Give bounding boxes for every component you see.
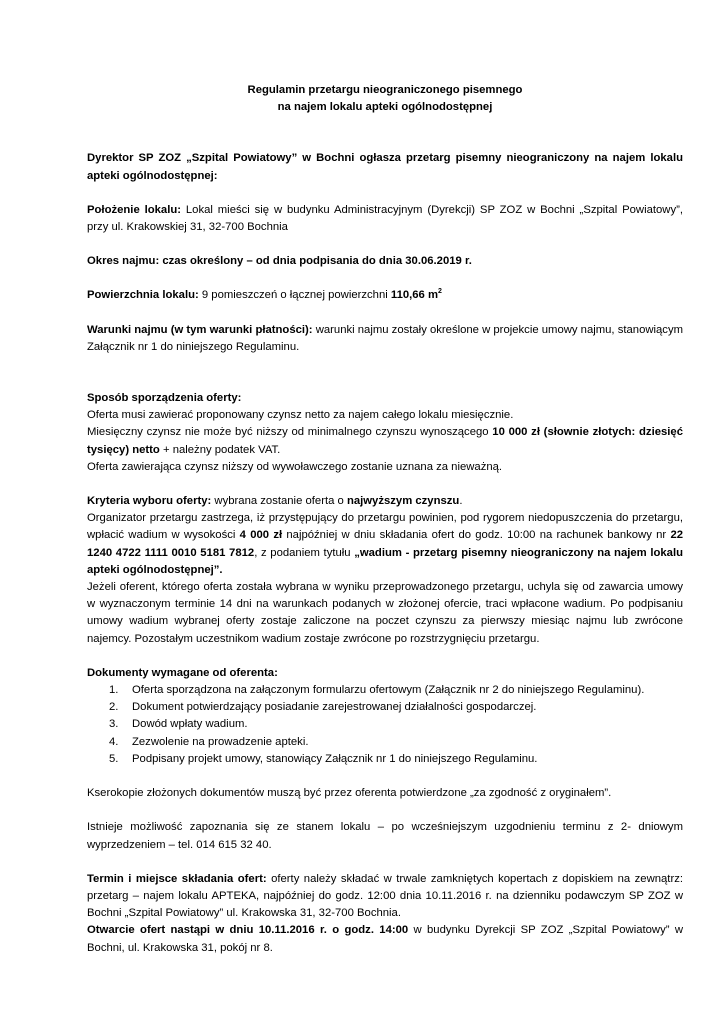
opening-label: Otwarcie ofert nastąpi w dniu 10.11.2016 r. o godz. 14:00: [87, 924, 409, 937]
criteria-section: Kryteria wyboru oferty: wybrana zostanie oferta o najwyższym czynszu. Organizator przetargu zastrzega, iż przystępujący do przetargu powinien, pod rygorem niedopuszczenia do przetargu, wpłacić wadium w wysokości 4 000 zł najpóźniej w dniu składania ofert do godz. 10:00 na rachunek bankowy nr 22 1240 4722 1111 0010 5181 7812, z podaniem tytułu „wadium - przetarg pisemny nieograniczony na najem lokalu apteki ogólnodostępnej”. Jeżeli oferent, którego oferta została wybrana w wyniku przeprowadzonego przetargu, uchyla się od zawarcia umowy w wyznaczonym terminie 14 dni na warunkach podanych w złożonej ofercie, traci wpłacone wadium. Po podpisaniu umowy wadium wybranej oferty zostaje zaliczone na poczet czynszu za pierwszy miesiąc najmu lub zwrócone najemcy. Pozostałym uczestnikom wadium zostaje zwrócone po rozstrzygnięciu przetargu.: [87, 493, 683, 648]
documents-section: [87, 665, 683, 768]
list-item: 2. Dokument potwierdzający posiadanie zarejestrowanej działalności gospodarczej.: [109, 701, 537, 714]
title-line-2: na najem lokalu apteki ogólnodostępnej: [277, 101, 493, 114]
deadline-paragraph: Termin i miejsce składania ofert: oferty należy składać w trwale zamkniętych kopertach z dopiskiem na zewnątrz: przetarg – najem lokalu APTEKA, najpóźniej do godz. 12:00 dnia 10.11.2016 r. na dzienniku podawczym SP ZOZ w Bochni „Szpital Powiatowy” ul. Krakowska 31, 32-700 Bochnia.: [87, 872, 683, 920]
term-paragraph: Okres najmu: czas określony – od dnia podpisania do dnia 30.06.2019 r.: [87, 255, 472, 268]
deposit-paragraph: Organizator przetargu zastrzega, iż przystępujący do przetargu powinien, pod rygorem niedopuszczenia do przetargu, wpłacić wadium w wysokości 4 000 zł najpóźniej w dniu składania ofert do godz. 10:00 na rachunek bankowy nr 22 1240 4722 1111 0010 5181 7812, z podaniem tytułu „wadium - przetarg pisemny nieograniczony na najem lokalu apteki ogólnodostępnej”.: [87, 512, 684, 576]
offer-section: [87, 390, 683, 476]
list-item: 3. Dowód wpłaty wadium.: [109, 718, 248, 731]
conditions-paragraph: Warunki najmu (w tym warunki płatności): warunki najmu zostały określone w projekcie umowy najmu, stanowiącym Załącznik nr 1 do niniejszego Regulaminu.: [87, 323, 684, 353]
list-item: 5. Podpisany projekt umowy, stanowiący Załącznik nr 1 do niniejszego Regulaminu.: [109, 752, 538, 765]
bank-account: 22 1240 4722 1111 0010 5181 7812: [87, 529, 684, 559]
title-line-1: Regulamin przetargu nieograniczonego pisemnego: [247, 84, 523, 96]
offer-line-3: Oferta zawierająca czynsz niższy od wywoławczego zostanie uznana za nieważną.: [87, 460, 503, 473]
deadline-label: Termin i miejsce składania ofert:: [87, 872, 267, 885]
copies-paragraph: Kserokopie złożonych dokumentów muszą być przez oferenta potwierdzone „za zgodność z oryginałem”.: [87, 787, 612, 800]
area-paragraph: Powierzchnia lokalu: 9 pomieszczeń o łącznej powierzchni 110,66 $m^2$: [87, 288, 442, 302]
location-label: Położenie lokalu:: [87, 203, 182, 216]
offer-line-2: Miesięczny czynsz nie może być niższy od minimalnego czynszu wynoszącego 10 000 zł (słownie złotych: dziesięć tysięcy) netto + należny podatek VAT.: [87, 426, 683, 456]
document-title: [87, 82, 683, 116]
area-label: Powierzchnia lokalu:: [87, 289, 199, 302]
opening-paragraph: Otwarcie ofert nastąpi w dniu 10.11.2016 r. o godz. 14:00 w budynku Dyrekcji SP ZOZ „Szpital Powiatowy” w Bochni, ul. Krakowska 31, pokój nr 8.: [87, 924, 683, 954]
location-paragraph: Położenie lokalu: Lokal mieści się w budynku Administracyjnym (Dyrekcji) SP ZOZ w Bochni „Szpital Powiatowy”, przy ul. Krakowskiej 31, 32-700 Bochnia: [87, 203, 683, 234]
visit-paragraph: Istnieje możliwość zapoznania się ze stanem lokalu – po wcześniejszym uzgodnieniu terminu z 2- dniowym wyprzedzeniem – tel. 014 615 32 40.: [87, 821, 683, 851]
list-item: 4. Zezwolenie na prowadzenie apteki.: [109, 735, 309, 748]
offer-line-1: Oferta musi zawierać proponowany czynsz netto za najem całego lokalu miesięcznie.: [87, 409, 514, 422]
conditions-label: Warunki najmu (w tym warunki płatności):: [87, 323, 313, 336]
document-page: [87, 82, 683, 957]
area-value: 110,66 m: [390, 289, 439, 302]
criteria-label: Kryteria wyboru oferty:: [87, 495, 212, 508]
documents-heading: Dokumenty wymagane od oferenta:: [87, 666, 278, 679]
deposit-rules-paragraph: Jeżeli oferent, którego oferta została wybrana w wyniku przeprowadzonego przetargu, uchyla się od zawarcia umowy w wyznaczonym terminie 14 dni na warunkach podanych w złożonej ofercie, traci wpłacone wadium. Po podpisaniu umowy wadium wybranej oferty zostaje zaliczone na poczet czynszu za pierwszy miesiąc najmu lub zwrócone najemcy. Pozostałym uczestnikom wadium zostaje zwrócone po rozstrzygnięciu przetargu.: [87, 581, 683, 645]
list-item: 1. Oferta sporządzona na załączonym formularzu ofertowym (Załącznik nr 2 do niniejszego Regulaminu).: [109, 684, 645, 697]
documents-list: [87, 682, 683, 768]
offer-heading: Sposób sporządzenia oferty:: [87, 392, 242, 405]
intro-paragraph: Dyrektor SP ZOZ „Szpital Powiatowy” w Bochni ogłasza przetarg pisemny nieograniczony na najem lokalu apteki ogólnodostępnej:: [87, 152, 683, 182]
